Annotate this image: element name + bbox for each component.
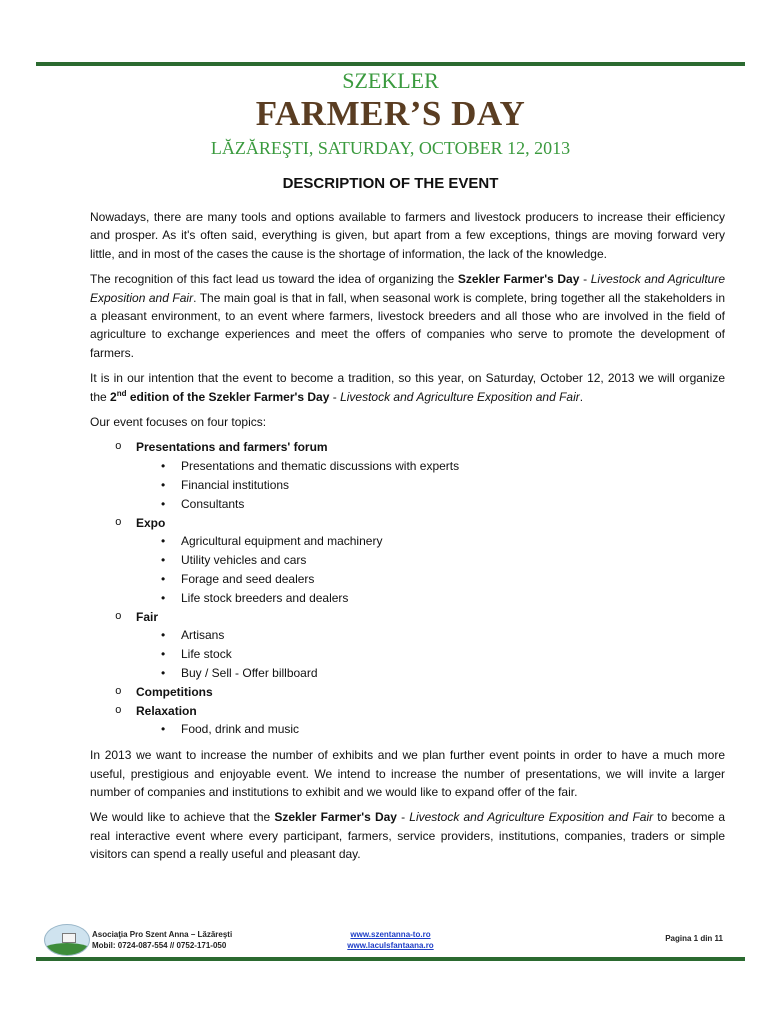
topic-label: Relaxation	[136, 703, 197, 718]
subtopic-item: • Agricultural equipment and machinery	[136, 532, 725, 551]
page-number: Pagina 1 din 11	[665, 934, 723, 943]
footer-link-szentanna[interactable]: www.szentanna-to.ro	[350, 930, 431, 939]
document-body	[90, 208, 725, 871]
closing-dash: -	[396, 810, 410, 825]
footer-links	[36, 929, 745, 951]
intention-text-before: It is in our intention that the event to become a tradition, so this year, on Saturday, October 12, 2013 we will organize the	[90, 371, 725, 404]
topic-subitems	[136, 720, 725, 739]
document-header	[36, 68, 745, 194]
paragraph-closing	[90, 808, 725, 863]
subtopic-item: • Buy / Sell - Offer billboard	[136, 664, 725, 683]
organization-phone: Mobil: 0724-087-554 // 0752-171-050	[92, 941, 227, 950]
topics-list	[90, 438, 725, 739]
paragraph-recognition	[90, 270, 725, 362]
header-kicker: SZEKLER	[342, 68, 439, 93]
recognition-text-after: . The main goal is that in fall, when seasonal work is complete, bring together all the stakeholders in a pleasant environment, to an event where farmers, livestock breeders and all those who are involved in the field of agriculture to exchange experiences and meet the offers of companies who serve to promote the development of farmers.	[90, 290, 725, 360]
subtopic-item: • Food, drink and music	[136, 720, 725, 739]
topic-subitems	[136, 457, 725, 513]
topic-item	[90, 608, 725, 683]
recognition-dash: -	[579, 272, 591, 287]
paragraph-intention	[90, 369, 725, 406]
topic-label: Presentations and farmers' forum	[136, 440, 328, 455]
intention-dash: -	[329, 389, 341, 404]
subtopic-item: • Forage and seed dealers	[136, 570, 725, 589]
subtopic-item: • Financial institutions	[136, 476, 725, 495]
subtopic-item: • Utility vehicles and cars	[136, 551, 725, 570]
paragraph-topics-intro: Our event focuses on four topics:	[90, 415, 267, 430]
intention-edition-ordinal: nd	[116, 388, 127, 398]
recognition-event-sub: Livestock and Agriculture Exposition and Fair	[90, 272, 726, 305]
page-footer	[36, 922, 745, 956]
paragraph-intro: Nowadays, there are many tools and options available to farmers and livestock producers to increase their efficiency and prosper. As it's often said, everything is given, but apart from a few exceptions, things are moving forward very little, and in most of the cases the cause is the shortage of information, the lack of the knowledge.	[90, 210, 725, 261]
closing-event-name: Szekler Farmer's Day	[274, 810, 397, 825]
intention-edition-number: 2	[110, 389, 117, 404]
subtopic-item: • Consultants	[136, 495, 725, 514]
intention-event-sub: Livestock and Agriculture Exposition and Fair	[340, 389, 580, 404]
paragraph-plans: In 2013 we want to increase the number of exhibits and we plan further event points in order to have a much more useful, prestigious and enjoyable event. We intend to increase the number of presentations, we will invite a larger number of companies and institutions to exhibit and we would like to expand offer of the fair.	[90, 748, 725, 800]
topic-item	[90, 683, 725, 702]
topic-label: Competitions	[136, 684, 213, 699]
section-title: DESCRIPTION OF THE EVENT	[282, 175, 499, 192]
subtopic-item: • Life stock	[136, 645, 725, 664]
header-title: FARMER’S DAY	[255, 94, 526, 133]
topic-label: Expo	[136, 515, 166, 530]
header-subtitle: LĂZĂREŞTI, SATURDAY, OCTOBER 12, 2013	[210, 138, 571, 158]
topic-subitems	[136, 532, 725, 607]
closing-text-before: We would like to achieve that the	[90, 810, 275, 825]
recognition-event-name: Szekler Farmer's Day	[457, 272, 580, 287]
subtopic-item: • Artisans	[136, 626, 725, 645]
topic-subitems	[136, 626, 725, 682]
topic-item	[90, 438, 725, 513]
bottom-rule	[36, 957, 745, 961]
topic-item	[90, 702, 725, 740]
topic-item	[90, 514, 725, 608]
closing-text-after: to become a real interactive event where every participant, farmers, service providers, institutions, companies, traders or simple visitors can spend a really useful and pleasant day.	[90, 810, 726, 862]
subtopic-item: • Presentations and thematic discussions with experts	[136, 457, 725, 476]
organization-name: Asociaţia Pro Szent Anna – Lăzăreşti	[92, 930, 233, 939]
subtopic-item: • Life stock breeders and dealers	[136, 589, 725, 608]
intention-text-after: .	[579, 389, 584, 404]
footer-link-laculsfantaana[interactable]: www.laculsfantaana.ro	[347, 941, 434, 950]
top-rule	[36, 62, 745, 66]
closing-event-sub: Livestock and Agriculture Exposition and Fair	[409, 810, 654, 825]
intention-edition-rest: edition of the Szekler Farmer's Day	[126, 389, 330, 404]
recognition-text-before: The recognition of this fact lead us toward the idea of organizing the	[90, 272, 458, 287]
intention-edition	[110, 390, 329, 404]
topic-label: Fair	[136, 609, 159, 624]
